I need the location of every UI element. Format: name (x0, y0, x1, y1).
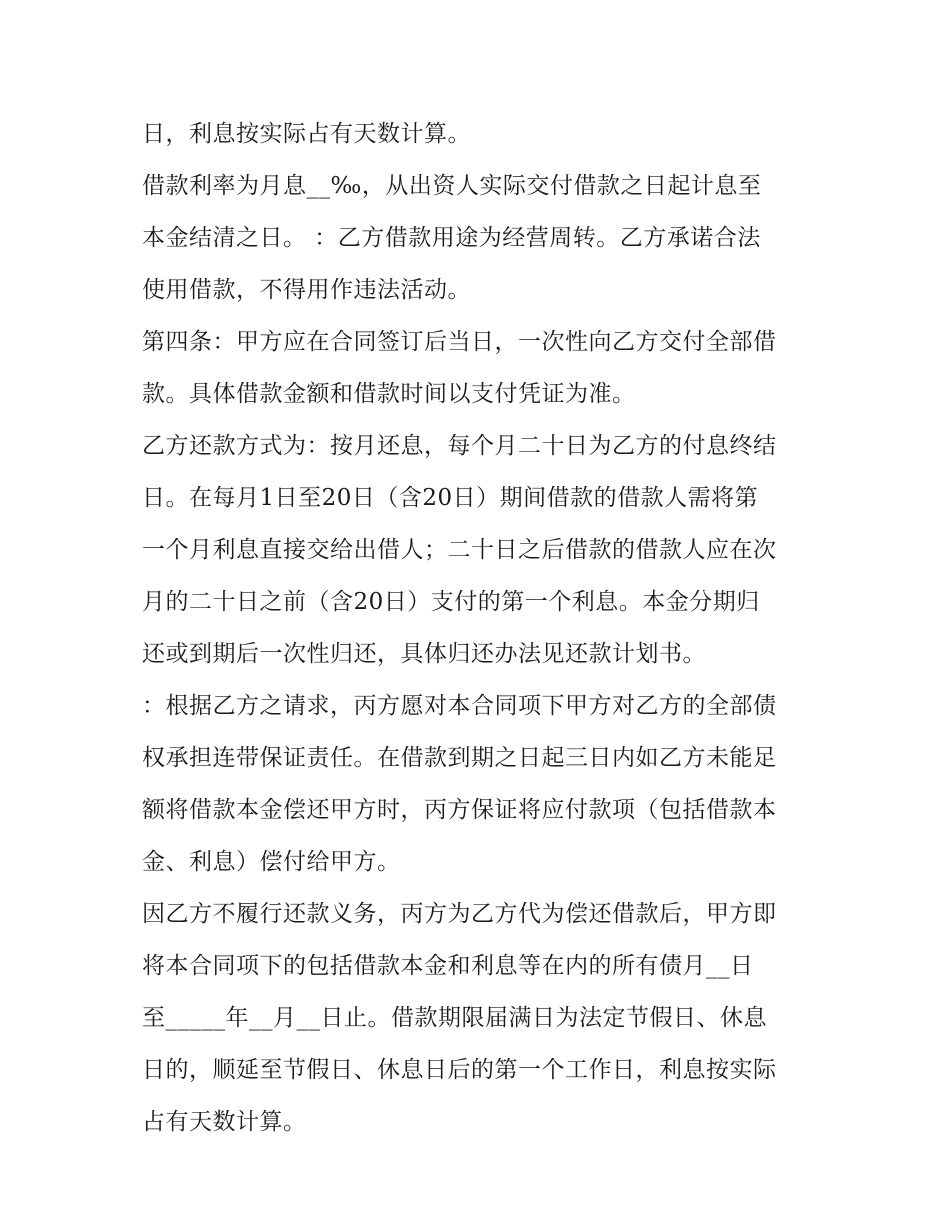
text-line: 日的，顺延至节假日、休息日后的第一个工作日，利息按实际 (142, 1057, 777, 1083)
text-line: 使用借款，不得用作违法活动。 (142, 277, 471, 303)
text-line: 借款利率为月息__‰，从出资人实际交付借款之日起计息至 (142, 173, 762, 199)
text-line: 权承担连带保证责任。在借款到期之日起三日内如乙方未能足 (142, 745, 777, 771)
text-line: 第四条：甲方应在合同签订后当日，一次性向乙方交付全部借 (142, 329, 777, 355)
document-body (142, 108, 822, 1148)
text-line: 占有天数计算。 (142, 1109, 307, 1135)
text-line: ：根据乙方之请求，丙方愿对本合同项下甲方对乙方的全部债 (142, 693, 777, 719)
text-line: 额将借款本金偿还甲方时，丙方保证将应付款项（包括借款本 (142, 797, 777, 823)
text-line: 将本合同项下的包括借款本金和利息等在内的所有债月__日 (142, 953, 754, 979)
text-line: 月的二十日之前（含20日）支付的第一个利息。本金分期归 (142, 589, 760, 615)
text-line: 日，利息按实际占有天数计算。 (142, 121, 471, 147)
text-line: 乙方还款方式为：按月还息，每个月二十日为乙方的付息终结 (142, 433, 777, 459)
text-line: 一个月利息直接交给出借人；二十日之后借款的借款人应在次 (142, 537, 777, 563)
text-line: 因乙方不履行还款义务，丙方为乙方代为偿还借款后，甲方即 (142, 901, 777, 927)
text-line: 日。在每月1日至20日（含20日）期间借款的借款人需将第 (142, 485, 759, 511)
text-line: 本金结清之日。 ：乙方借款用途为经营周转。乙方承诺合法 (142, 225, 761, 251)
text-line: 至_____年__月__日止。借款期限届满日为法定节假日、休息 (142, 1005, 767, 1031)
text-line: 款。具体借款金额和借款时间以支付凭证为准。 (142, 381, 636, 407)
text-line: 金、利息）偿付给甲方。 (142, 849, 401, 875)
text-line: 还或到期后一次性归还，具体归还办法见还款计划书。 (142, 641, 706, 667)
